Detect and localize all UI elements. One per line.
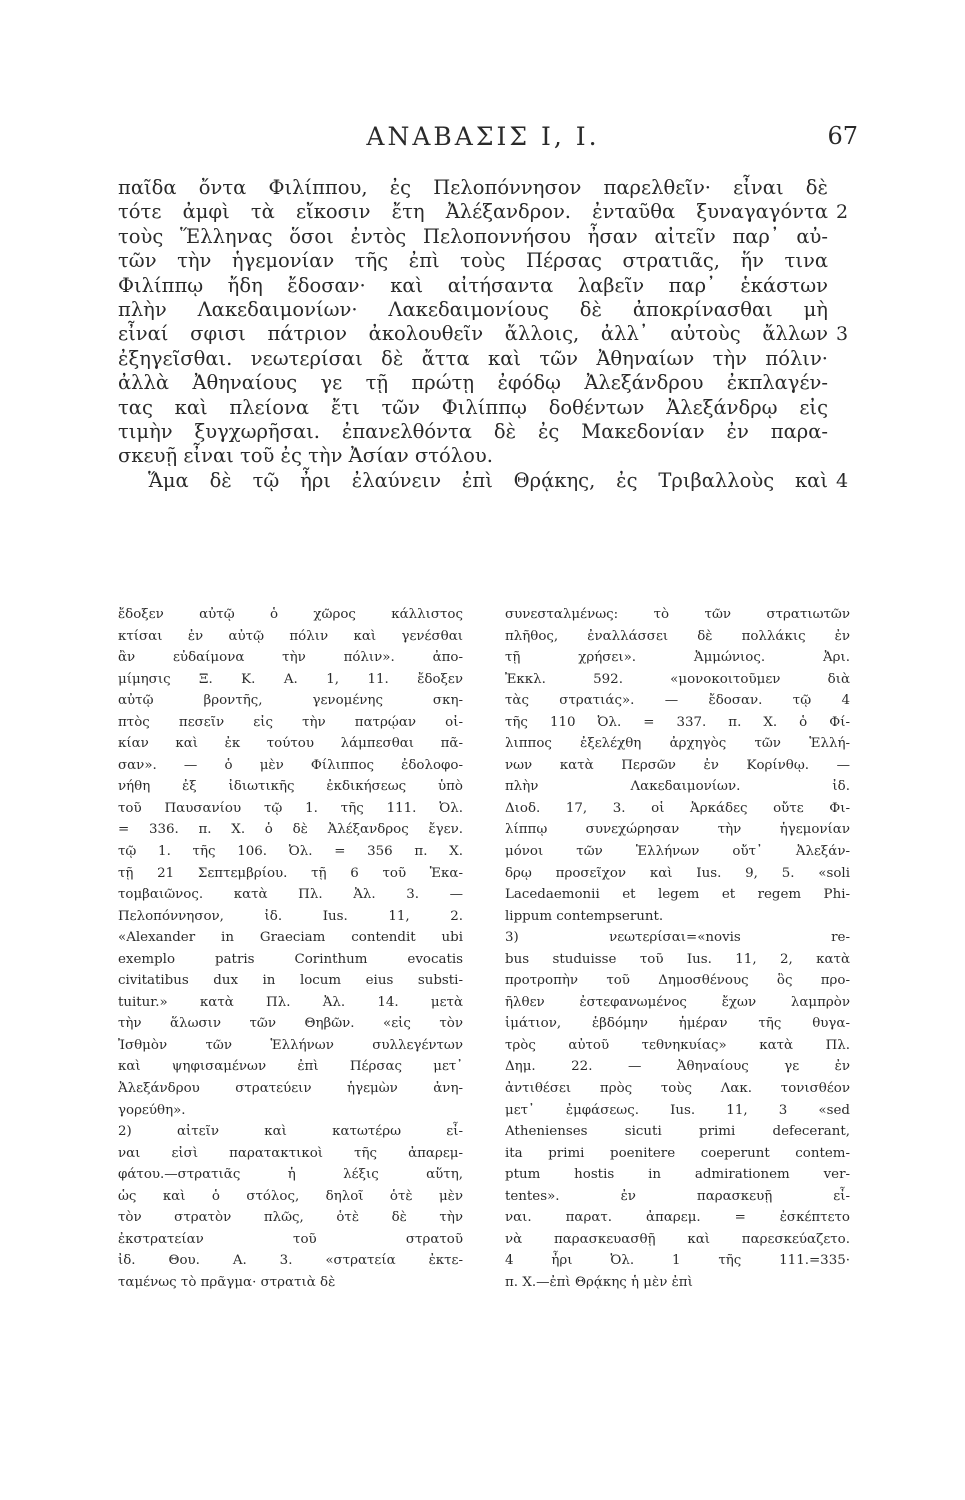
note-line: τοῦ Παυσανίου τῷ 1. τῆς 111. Ὀλ. [118, 800, 463, 816]
note-line: ἐκστρατείαν τοῦ στρατοῦ [118, 1231, 463, 1247]
note-line: τρὸς αὐτοῦ τεθνηκυίας» κατὰ Πλ. [505, 1037, 850, 1053]
note-line: μετ᾽ ἐμφάσεως. Ius. 11, 3 «sed [505, 1102, 850, 1118]
note-line: civitatibus dux in locum eius substi- [118, 973, 463, 989]
main-text-line: εἶναί σφισι πάτριον ἀκολουθεῖν ἄλλοις, ἀλλ᾽ αὐτοὺς ἄλλων [118, 322, 828, 346]
notes-left-column [118, 604, 463, 1294]
note-line: ἰδ. Θου. Α. 3. «στρατεία ἐκτε- [118, 1253, 463, 1269]
note-line: π. Χ.—ἐπὶ Θρᾴκης ἡ μὲν ἐπὶ [505, 1274, 693, 1290]
main-text-line: σκευῇ εἶναι τοῦ ἐς τὴν Ἀσίαν στόλου. [118, 444, 493, 468]
main-text-line: Ἅμα δὲ τῷ ἦρι ἐλαύνειν ἐπὶ Θρᾴκης, ἐς Τριβαλλοὺς καὶ [148, 468, 828, 492]
notes-right-column [505, 604, 850, 1294]
note-line: ἱμάτιον, ἑβδόμην ἡμέραν τῆς θυγα- [505, 1016, 850, 1032]
note-line: αὐτῷ βροντῆς, γενομένης σκη- [118, 693, 463, 709]
note-line: Ἀλεξάνδρου στρατεύειν ἡγεμὼν ἀνη- [118, 1081, 463, 1097]
main-text-line: τας καὶ πλείονα ἔτι τῶν Φιλίππῳ δοθέντων Ἀλεξάνδρῳ εἰς [118, 395, 828, 419]
main-text-line: τιμὴν ξυγχωρῆσαι. ἐπανελθόντα δὲ ἐς Μακεδονίαν ἐν παρα- [118, 419, 828, 443]
note-line: μίμησις Ξ. Κ. Α. 1, 11. ἔδοξεν [118, 671, 463, 687]
note-line: ἀντιθέσει πρὸς τοὺς Λακ. τονισθέον [505, 1081, 850, 1097]
note-line: ναι εἰσὶ παρατακτικοὶ τῆς ἀπαρεμ- [118, 1145, 463, 1161]
main-text-line: πλὴν Λακεδαιμονίων· Λακεδαιμονίους δὲ ἀποκρίνασθαι μὴ [118, 297, 828, 321]
note-line: = 336. π. Χ. ὁ δὲ Ἀλέξανδρος ἔγεν. [118, 822, 463, 838]
section-number-2: 2 [836, 201, 849, 224]
note-line: ῆλθεν ἐστεφανωμένος ἔχων λαμπρὸν [505, 994, 850, 1010]
note-line: Athenienses sicuti primi defecerant, [505, 1124, 850, 1140]
note-line: ptum hostis in admirationem ver- [505, 1167, 850, 1183]
note-line: φάτου.—στρατιᾶς ἡ λέξις αὕτη, [118, 1167, 463, 1183]
section-number-3: 3 [836, 323, 849, 345]
note-line: Ἐκκλ. 592. «μονοκοιτοῦμεν διὰ [505, 671, 850, 687]
main-text-line: τῶν τὴν ἡγεμονίαν τῆς ἐπὶ τοὺς Πέρσας στρατιᾶς, ἥν τινα [118, 249, 828, 273]
note-line: «Alexander in Graeciam contendit ubi [118, 930, 463, 946]
note-line: τὴν ἅλωσιν τῶν Θηβῶν. «εἰς τὸν [118, 1016, 463, 1032]
note-line: τομβαιῶνος. κατὰ Πλ. Ἀλ. 3. — [118, 887, 463, 903]
note-line: συνεσταλμένως: τὸ τῶν στρατιωτῶν [505, 607, 850, 622]
note-line: Δημ. 22. — Ἀθηναίους γε ἐν [505, 1059, 850, 1075]
main-text-line: ἐξηγεῖσθαι. νεωτερίσαι δὲ ἄττα καὶ τῶν Ἀθηναίων τὴν πόλιν· [118, 346, 828, 370]
note-line: 4 ἦρι Ὀλ. 1 τῆς 111.=335· [505, 1253, 850, 1269]
note-line: κτίσαι ἐν αὐτῷ πόλιν καὶ γενέσθαι [118, 628, 463, 644]
note-line: νήθη ἐξ ἰδιωτικῆς ἐκδικήσεως ὑπὸ [118, 779, 463, 795]
note-line: ἔδοξεν αὐτῷ ὁ χῶρος κάλλιστος [118, 607, 463, 622]
note-line: lippum contempserunt. [505, 908, 664, 924]
note-line: ὡς καὶ ὁ στόλος, δηλοῖ ὁτὲ μὲν [118, 1188, 463, 1204]
note-line: καὶ ψηφισαμένων ἐπὶ Πέρσας μετ᾽ [118, 1059, 463, 1075]
note-line: Διοδ. 17, 3. οἱ Ἀρκάδες οὔτε Φι- [505, 800, 850, 816]
note-line: 3) νεωτερίσαι=«novis re- [505, 930, 850, 946]
note-line: ναι. παρατ. ἀπαρεμ. = ἐσκέπτετο [505, 1210, 850, 1226]
note-line: τῷ 1. τῆς 106. Ὀλ. = 356 π. Χ. [118, 844, 463, 860]
note-line: ταμένως τὸ πρᾶγμα· στρατιὰ δὲ [118, 1274, 336, 1290]
note-line: τὰς στρατιάς». — ἔδοσαν. τῷ 4 [505, 693, 850, 709]
note-line: κίαν καὶ ἐκ τούτου λάμπεσθαι πᾶ- [118, 736, 463, 752]
main-text-line: Φιλίππῳ ἤδη ἔδοσαν· καὶ αἰτήσαντα λαβεῖν παρ᾽ ἑκάστων [118, 273, 828, 297]
note-line: ἂν εὐδαίμονα τὴν πόλιν». ἀπο- [118, 650, 463, 666]
note-line: λίππῳ συνεχώρησαν τὴν ἡγεμονίαν [505, 822, 850, 838]
main-text-line: τότε ἀμφὶ τὰ εἴκοσιν ἔτη Ἀλέξανδρον. ἐνταῦθα ξυναγαγόντα [118, 200, 828, 224]
note-line: πλὴν Λακεδαιμονίων. ἰδ. [505, 779, 850, 795]
page-number: 67 [827, 122, 858, 150]
note-line: Lacedaemonii et legem et regem Phi- [505, 887, 850, 903]
note-line: 2) αἰτεῖν καὶ κατωτέρω εἶ- [118, 1124, 463, 1140]
note-line: γορεύθη». [118, 1102, 186, 1118]
note-line: Πελοπόννησον, ἰδ. Ius. 11, 2. [118, 908, 463, 924]
note-line: τῇ χρήσει». Ἀμμώνιος. Ἀρι. [505, 650, 850, 666]
note-line: τῇ 21 Σεπτεμβρίου. τῇ 6 τοῦ Ἑκα- [118, 865, 463, 881]
note-line: τῆς 110 Ὀλ. = 337. π. Χ. ὁ Φί- [505, 714, 850, 730]
note-line: λιππος ἐξελέχθη ἀρχηγὸς τῶν Ἑλλή- [505, 736, 850, 752]
note-line: τὸν στρατὸν πλῶς, ὁτὲ δὲ τὴν [118, 1210, 463, 1226]
main-text-line: ἀλλὰ Ἀθηναίους γε τῇ πρώτῃ ἐφόδῳ Ἀλεξάνδρου ἐκπλαγέν- [118, 371, 828, 395]
note-line: νὰ παρασκευασθῇ καὶ παρεσκεύαζετο. [505, 1231, 850, 1247]
section-number-4: 4 [836, 469, 849, 492]
running-head [118, 122, 858, 158]
main-text-line: τοὺς Ἕλληνας ὅσοι ἐντὸς Πελοποννήσου ἦσαν αἰτεῖν παρ᾽ αὐ- [118, 224, 828, 248]
note-line: tentes». ἐν παρασκευῇ εἶ- [505, 1188, 850, 1204]
main-text [118, 176, 849, 493]
main-text-line: παῖδα ὄντα Φιλίππου, ἐς Πελοπόννησον παρελθεῖν· εἶναι δὲ [118, 176, 828, 199]
note-line: πλῆθος, ἐναλλάσσει δὲ πολλάκις ἐν [505, 628, 850, 644]
note-line: δρῳ προσεῖχον καὶ Ius. 9, 5. «soli [505, 865, 850, 881]
note-line: νων κατὰ Περσῶν ἐν Κορίνθῳ. — [505, 757, 850, 773]
note-line: ita primi poenitere coeperunt contem- [505, 1145, 850, 1161]
running-title: ΑΝΑΒΑΣΙΣ Ι, Ι. [366, 122, 600, 151]
note-line: πτὸς πεσεῖν εἰς τὴν πατρῴαν οἰ- [118, 714, 463, 730]
note-line: προτροπὴν τοῦ Δημοσθένους ὃς προ- [505, 973, 850, 989]
note-line: μόνοι τῶν Ἑλλήνων οὔτ᾽ Ἀλεξάν- [505, 844, 850, 860]
note-line: tuitur.» κατὰ Πλ. Ἀλ. 14. μετὰ [118, 994, 463, 1010]
note-line: bus studuisse τοῦ Ius. 11, 2, κατὰ [505, 951, 850, 967]
note-line: exemplo patris Corinthum evocatis [118, 951, 463, 967]
note-line: Ἰσθμὸν τῶν Ἑλλήνων συλλεγέντων [118, 1037, 463, 1053]
note-line: σαν». — ὁ μὲν Φίλιππος ἐδολοφο- [118, 757, 463, 773]
